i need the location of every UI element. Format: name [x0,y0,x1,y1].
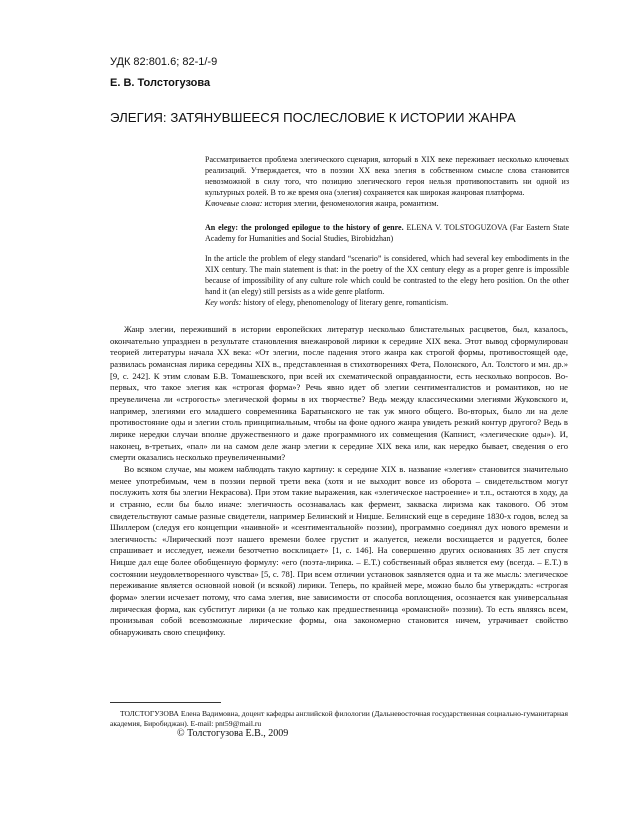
abstract-russian [205,155,569,210]
footnote-text: ТОЛСТОГУЗОВА Елена Вадимовна, доцент кафедры английской филологии (Дальневосточная государственная социально-гуманитарная академия, Биробиджан). E-mail: pnt59@mail.ru [110,709,568,729]
udk-code: УДК 82:801.6; 82-1/-9 [110,56,218,68]
abstract-english-text: In the article the problem of elegy standard “scenario” is considered, which had several key embodiments in the XIX century. The main statement is that: in the poetry of the XX century elegy as a proper genre is impossible because of impossibility of any culture role which could be contrasted to the elegy hero position. On the other hand it (an elegy) still persists as a wide genre platform. [205,254,569,296]
article-body [110,324,568,639]
keywords-english [205,298,569,309]
english-title: An elegy: the prolonged epilogue to the history of genre. [205,223,404,232]
author-name: Е. В. Толстогузова [110,77,211,89]
keywords-english-label: Key words: [205,297,242,307]
body-paragraph-1: Жанр элегии, переживший в истории европейских литератур несколько блистательных расцветов, был, казалось, окончательно упразднен в результате становления внежанровой лирики к середине XIX века. Этот вывод сформулирован теорией литературы начала XX века: «От элегии, после падения этого жанра как строгой формы, противостоящей оде, развилась романсная лирика середины XIX в., представленная в стихотворениях Фета, Полонского, Ал. Толстого и мн. др.» [9, с. 242]. К этим словам Б.В. Томашевского, при всей их схематической оправданности, есть несколько вопросов. Во-первых, что такое элегия как «строгая форма»? Речь явно идет об элегии сентименталистов и романтиков, но не преувеличена ли «строгость» элегической формы в их творчестве? Ведь между классическими элегиями Жуковского и, например, элегиями его младшего современника Баратынского не так уж много общего. Во-вторых, было ли на деле противостояние оды и элегии столь принципиальным, чтобы на фоне одного жанра увидеть резкий контур другого? Ведь в лирике нередки случаи вполне дружественного и даже программного их совмещения (Капнист, «элегические оды»). И, наконец, в-третьих, «пал» ли на самом деле жанр элегии к середине XIX века или, как нередко бывает, сведения о его смерти оказались несколько преувеличенными? [110,324,568,463]
abstract-russian-text: Рассматривается проблема элегического сценария, который в XIX веке переживает несколько ключевых реализаций. Утверждается, что в поэзии XX века элегия в собственном смысле слова становится невозможной в силу того, что позицию элегического героя нельзя противопоставить ни одной из культурных ролей. В то же время она (элегия) сохраняется как широкая жанровая платформа. [205,155,569,197]
abstract-english-heading [205,223,569,245]
footnote-divider [110,702,221,703]
abstract-english [205,254,569,309]
english-byline: ELENA V. TOLSTOGUZOVA (Far Eastern State Academy for Humanities and Social Studies, Birobidzhan) [205,223,570,243]
body-paragraph-2: Во всяком случае, мы можем наблюдать такую картину: к середине XIX в. название «элегия» становится значительно менее употребимым, чем в поэзии первой трети века (хотя и не выходит вовсе из оборота – свидетельством могут послужить хотя бы элегии Некрасова). При этом такие выражения, как «элегическое настроение» и т.п., остаются в ходу, да и странно, если бы было иначе: элегичность осознавалась как фермент, закваска лиризма как такового. Об этом свидетельствуют самые разные свидетели, например Белинский и Ницше. Белинский еще в середине 1830-х годов, вслед за Шиллером (следуя его концепции «наивной» и «сентиментальной» поэзии), программно соединял дух нового времени и элегичность: «Лирический поэт нашего времени более грустит и жалуется, нежели восхищается и радуется, более спрашивает и исследует, нежели безотчетно восклицает» [1, с. 146]. На совершенно других основаниях 35 лет спустя Ницше дал еще более обобщенную формулу: «его (поэта-лирика. – Е.Т.) собственный образ является ему (всегда. – Е.Т.) в состоянии неудовлетворенного чувства» [5, с. 78]. При всем отличии установок заявляется одна и та же мысль: элегическое переживание является основной новой (и всякой) лирики. Теперь, по крайней мере, можно было бы утверждать: «строгая форма» элегии исчезает потому, что сама элегия, вне зависимости от способа воплощения, осознается как универсальная лирическая форма, как субститут лирики (а не только как предшественница «романсной» поэзии). То есть являясь всем, пронизывая собой всевозможные лирические формы, она закономерно становится ничем, утрачивает свойство обнаруживать свою специфику. [110,463,568,638]
keywords-russian [205,199,569,210]
author-footnote [110,709,568,730]
keywords-russian-label: Ключевые слова: [205,198,263,208]
keywords-english-text: history of elegy, phenomenology of literary genre, romanticism. [241,297,449,307]
article-title: ЭЛЕГИЯ: ЗАТЯНУВШЕЕСЯ ПОСЛЕСЛОВИЕ К ИСТОРИИ ЖАНРА [110,110,516,125]
keywords-russian-text: история элегии, феноменология жанра, романтизм. [262,198,439,208]
copyright-notice: © Толстогузова Е.В., 2009 [177,728,289,739]
